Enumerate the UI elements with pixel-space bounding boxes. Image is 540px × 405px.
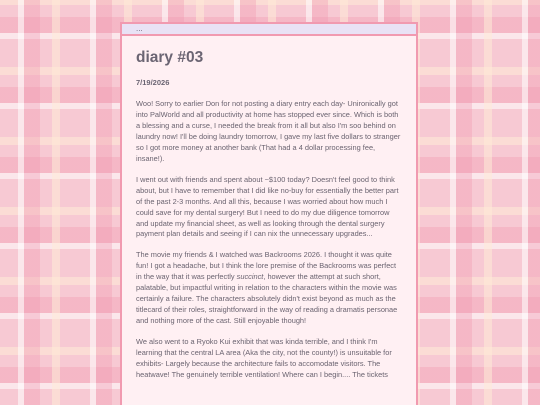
diary-page: [120, 22, 418, 405]
post-date: 7/19/2026: [136, 78, 170, 87]
top-bar-text: ...: [136, 24, 143, 33]
paragraph-1: Woo! Sorry to earlier Don for not posting a diary entry each day- Unironically got into PalWorld and all productivity at home has stopped ever since. Which is both a blessing and a curse, I needed the break from it all but also I'm soo behind on laundry now! I'll be doing laundry tomorrow, I gave my last five dollars to stranger so I got more money at another bank (That had a 4 dollar processing fee, insane!).: [136, 99, 401, 163]
paragraph-3: [136, 250, 402, 327]
post-content: [122, 36, 416, 381]
paragraph-3-end: , however the attempt at such short, palatable, but impactful writing in relation to the characters within the movie was certainly a failure. The characters absolutely didn't exist beyond as much as the titlecard of their roles, straightforward in the way of reading a dramatis personae and nothing more of the cast. Still enjoyable though!: [136, 272, 398, 326]
paragraph-4: We also went to a Ryoko Kui exhibit that was kinda terrible, and I think I'm learning that the central LA area (Aka the city, not the county!) is unsuitable for exhibits- Largely because the architecture fails to accomodate visitors. The heatwave! The genuinely terrible ventilation! Where can I begin.... The tickets: [136, 337, 392, 379]
paragraph-3-emphasis: succinct: [236, 272, 264, 282]
paragraph-3-start: The movie my friends & I watched was Backrooms 2026. I thought it was quite fun! I got a headache, but I think the lore premise of the Backrooms was perfect in the way that it was perfectly: [136, 250, 397, 282]
paragraph-2: I went out with friends and spent about ~$100 today? Doesn't feel good to think about, but I have to remember that I did like no-buy for essentially the better part of the past 2-3 months. And all this, because I was worried about how much I could save for my dental surgery! But I need to do my due diligence tomorrow and update my financial sheet, as well as looking through the dental surgery payment plan details and seeing if I can nix the unnecessary upgrades...: [136, 174, 399, 239]
post-title: diary #03: [136, 49, 204, 66]
top-bar: [122, 24, 416, 36]
